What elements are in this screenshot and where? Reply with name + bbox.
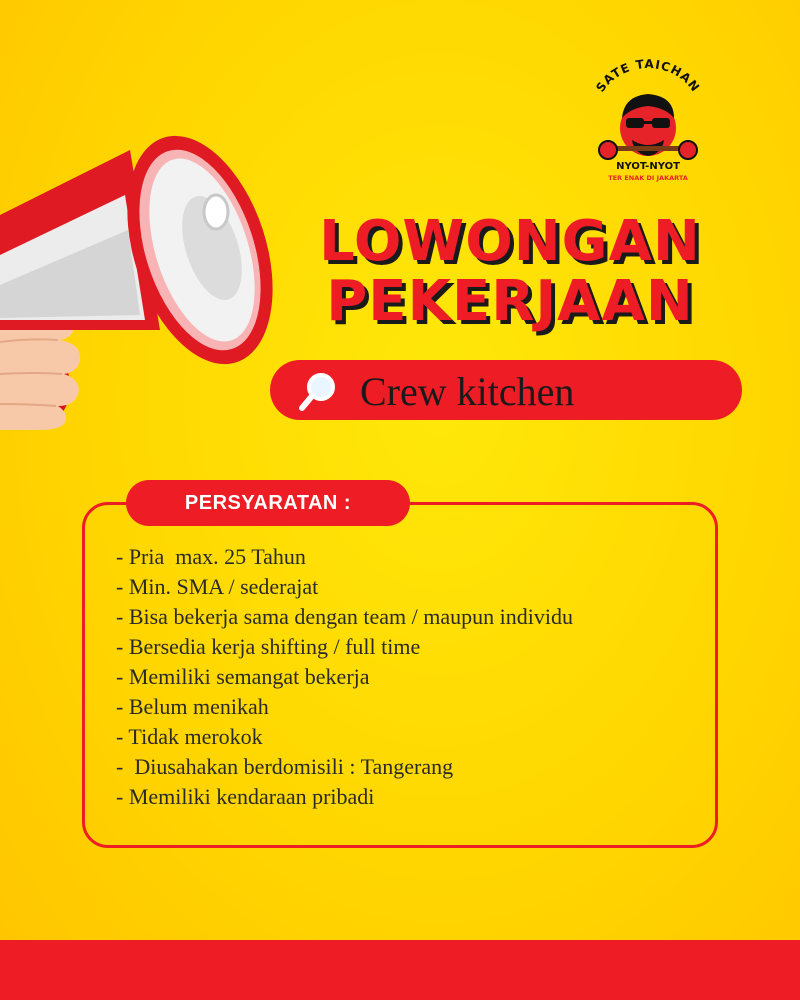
list-item: - Bersedia kerja shifting / full time bbox=[116, 634, 421, 659]
list-item: - Pria max. 25 Tahun bbox=[116, 544, 306, 569]
headline-line-2: PEKERJAAN bbox=[326, 269, 694, 334]
megaphone-illustration bbox=[0, 80, 300, 440]
list-item: - Diusahakan berdomisili : Tangerang bbox=[116, 754, 454, 779]
list-item: - Belum menikah bbox=[116, 694, 269, 719]
list-item: - Memiliki semangat bekerja bbox=[116, 664, 370, 689]
list-item: - Memiliki kendaraan pribadi bbox=[116, 784, 375, 809]
magnifier-icon bbox=[296, 370, 340, 414]
list-item: - Tidak merokok bbox=[116, 724, 263, 749]
headline-line-1: LOWONGAN bbox=[319, 209, 701, 274]
list-item: - Bisa bekerja sama dengan team / maupun individu bbox=[116, 604, 573, 629]
headline bbox=[280, 209, 740, 334]
svg-text:NYOT-NYOT: NYOT-NYOT bbox=[616, 161, 680, 172]
logo-emblem-icon bbox=[582, 58, 714, 188]
svg-text:TER ENAK DI JAKARTA: TER ENAK DI JAKARTA bbox=[608, 174, 688, 182]
job-title: Crew kitchen bbox=[360, 369, 575, 414]
requirements-list bbox=[116, 542, 573, 812]
requirements-heading: PERSYARATAN : bbox=[126, 480, 410, 526]
megaphone-icon bbox=[0, 80, 300, 440]
brand-logo bbox=[582, 58, 714, 188]
list-item: - Min. SMA / sederajat bbox=[116, 574, 319, 599]
svg-text:SATE TAICHAN: SATE TAICHAN bbox=[593, 58, 703, 95]
footer-bar bbox=[0, 940, 800, 1000]
